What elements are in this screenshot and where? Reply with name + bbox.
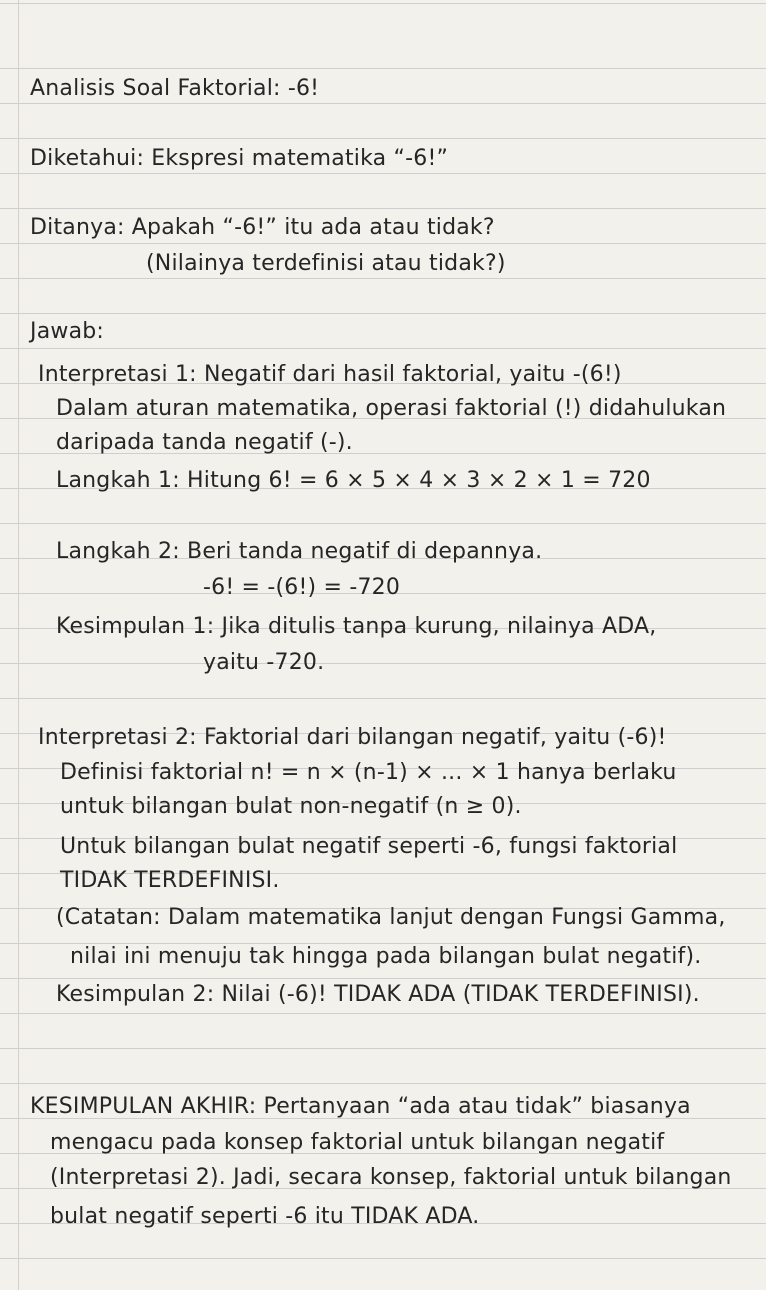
- interpretation-1-heading: Interpretasi 1: Negatif dari hasil faktorial, yaitu -(6!): [38, 362, 622, 387]
- interpretation-1-step-1: Langkah 1: Hitung 6! = 6 × 5 × 4 × 3 × 2 × 1 = 720: [56, 468, 651, 493]
- page-title: Analisis Soal Faktorial: -6!: [30, 76, 320, 101]
- interpretation-1-step-2-equation: -6! = -(6!) = -720: [203, 575, 401, 600]
- interpretation-2-negative-line-2: TIDAK TERDEFINISI.: [60, 868, 280, 893]
- final-conclusion-line-2: mengacu pada konsep faktorial untuk bilangan negatif: [50, 1130, 665, 1155]
- asked-subline: (Nilainya terdefinisi atau tidak?): [146, 251, 506, 276]
- interpretation-2-negative-line-1: Untuk bilangan bulat negatif seperti -6, fungsi faktorial: [60, 834, 678, 859]
- interpretation-2-definition-line-2: untuk bilangan bulat non-negatif (n ≥ 0).: [60, 794, 522, 819]
- notebook-margin-line: [18, 0, 19, 1290]
- known-line: Diketahui: Ekspresi matematika “-6!”: [30, 146, 449, 171]
- interpretation-1-conclusion-line-2: yaitu -720.: [203, 650, 325, 675]
- interpretation-2-note-line-1: (Catatan: Dalam matematika lanjut dengan Fungsi Gamma,: [56, 905, 726, 930]
- final-conclusion-line-3: (Interpretasi 2). Jadi, secara konsep, faktorial untuk bilangan: [50, 1165, 732, 1190]
- interpretation-1-rule-line-2: daripada tanda negatif (-).: [56, 430, 353, 455]
- interpretation-2-conclusion: Kesimpulan 2: Nilai (-6)! TIDAK ADA (TIDAK TERDEFINISI).: [56, 982, 700, 1007]
- final-conclusion-line-4: bulat negatif seperti -6 itu TIDAK ADA.: [50, 1204, 480, 1229]
- interpretation-2-heading: Interpretasi 2: Faktorial dari bilangan negatif, yaitu (-6)!: [38, 725, 667, 750]
- interpretation-1-conclusion-line-1: Kesimpulan 1: Jika ditulis tanpa kurung, nilainya ADA,: [56, 614, 657, 639]
- interpretation-2-note-line-2: nilai ini menuju tak hingga pada bilangan bulat negatif).: [70, 944, 702, 969]
- interpretation-1-step-2: Langkah 2: Beri tanda negatif di depannya.: [56, 539, 543, 564]
- asked-line: Ditanya: Apakah “-6!” itu ada atau tidak?: [30, 215, 495, 240]
- answer-label: Jawab:: [30, 319, 105, 344]
- interpretation-1-rule-line-1: Dalam aturan matematika, operasi faktorial (!) didahulukan: [56, 396, 727, 421]
- final-conclusion-line-1: KESIMPULAN AKHIR: Pertanyaan “ada atau tidak” biasanya: [30, 1094, 691, 1119]
- interpretation-2-definition-line-1: Definisi faktorial n! = n × (n-1) × ... × 1 hanya berlaku: [60, 760, 677, 785]
